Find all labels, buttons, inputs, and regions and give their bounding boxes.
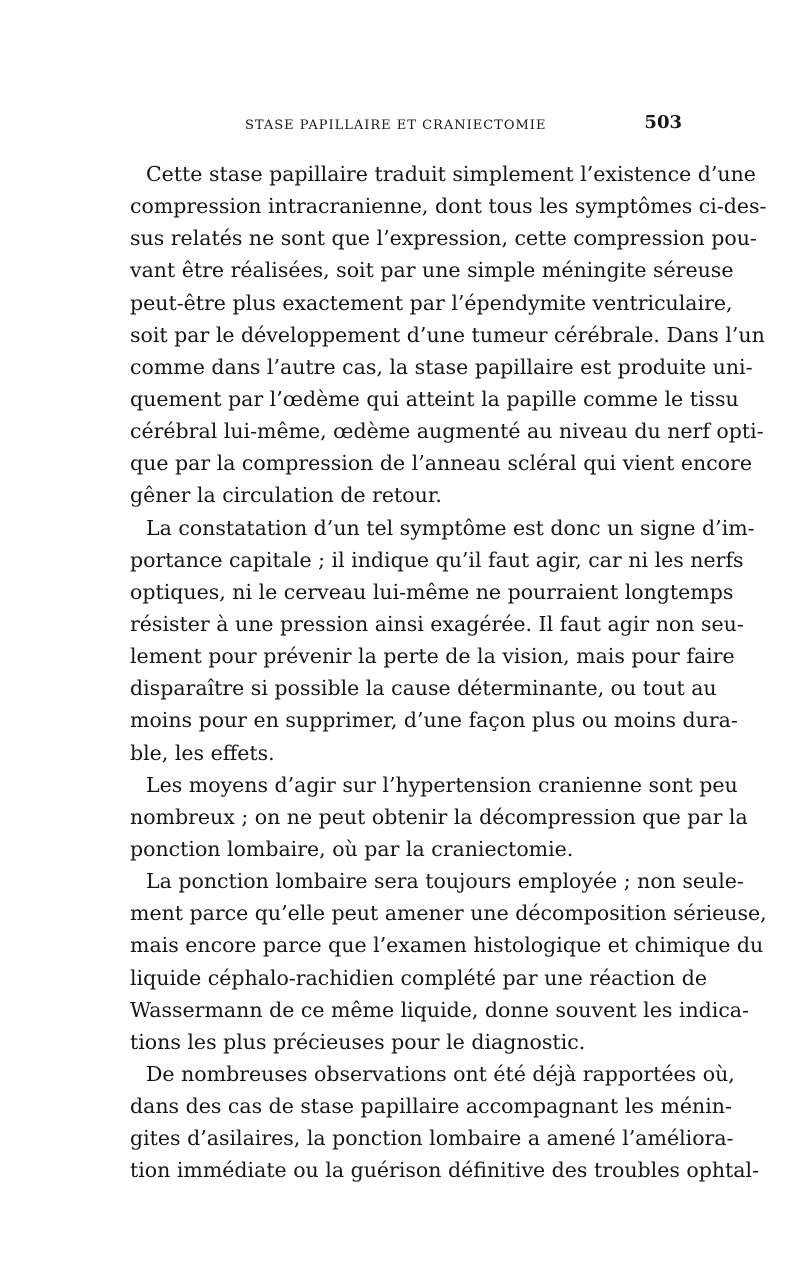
text-line: nombreux ; on ne peut obtenir la décompression que par la — [130, 804, 748, 829]
text-line: peut-être plus exactement par l’épendymite ventriculaire, — [130, 290, 733, 315]
text-line: gêner la circulation de retour. — [130, 483, 442, 508]
paragraph — [130, 158, 767, 512]
text-line: optiques, ni le cerveau lui-même ne pourraient longtemps — [130, 579, 734, 604]
text-line: dans des cas de stase papillaire accompagnant les ménin- — [130, 1094, 732, 1119]
text-line: Wassermann de ce même liquide, donne souvent les indica- — [130, 997, 749, 1022]
text-line: La constatation d’un tel symptôme est donc un signe d’im- — [146, 515, 755, 540]
paragraph — [130, 865, 767, 1058]
text-line: liquide céphalo-rachidien complété par une réaction de — [130, 965, 707, 990]
text-line: sus relatés ne sont que l’expression, cette compression pou- — [130, 226, 757, 251]
text-line: gites d’asilaires, la ponction lombaire a amené l’améliora- — [130, 1126, 734, 1151]
text-line: comme dans l’autre cas, la stase papillaire est produite uni- — [130, 354, 753, 379]
paragraph — [130, 512, 755, 769]
text-line: La ponction lombaire sera toujours employée ; non seule- — [146, 869, 744, 894]
text-line: compression intracranienne, dont tous les symptômes ci-des- — [130, 194, 767, 219]
text-line: moins pour en supprimer, d’une façon plus ou moins dura- — [130, 708, 738, 733]
text-line: quement par l’œdème qui atteint la papille comme le tissu — [130, 386, 739, 411]
text-line: ble, les effets. — [130, 740, 275, 765]
text-line: portance capitale ; il indique qu’il faut agir, car ni les nerfs — [130, 547, 744, 572]
running-header — [130, 112, 682, 136]
text-line: tions les plus précieuses pour le diagnostic. — [130, 1029, 586, 1054]
text-line: vant être réalisées, soit par une simple méningite séreuse — [130, 258, 734, 283]
text-line: cérébral lui-même, œdème augmenté au niveau du nerf opti- — [130, 419, 764, 444]
text-line: ponction lombaire, où par la craniectomie. — [130, 836, 574, 861]
text-line: résister à une pression ainsi exagérée. Il faut agir non seu- — [130, 611, 744, 636]
paragraph — [130, 1058, 760, 1187]
text-line: disparaître si possible la cause déterminante, ou tout au — [130, 676, 717, 701]
text-line: tion immédiate ou la guérison définitive des troubles ophtal- — [130, 1158, 760, 1183]
text-line: que par la compression de l’anneau scléral qui vient encore — [130, 451, 752, 476]
text-line: mais encore parce que l’examen histologique et chimique du — [130, 933, 764, 958]
text-line: lement pour prévenir la perte de la vision, mais pour faire — [130, 644, 735, 669]
text-line: Cette stase papillaire traduit simplement l’existence d’une — [146, 162, 756, 186]
text-line: De nombreuses observations ont été déjà rapportées où, — [146, 1061, 735, 1086]
paragraph — [130, 769, 748, 865]
running-title: STASE PAPILLAIRE ET CRANIECTOMIE — [245, 118, 547, 133]
text-line: ment parce qu’elle peut amener une décomposition sérieuse, — [130, 901, 767, 926]
text-line: Les moyens d’agir sur l’hypertension cranienne sont peu — [146, 772, 738, 797]
body-text — [130, 158, 767, 1187]
text-line: soit par le développement d’une tumeur cérébrale. Dans l’un — [130, 322, 765, 347]
page-number: 503 — [644, 112, 682, 133]
